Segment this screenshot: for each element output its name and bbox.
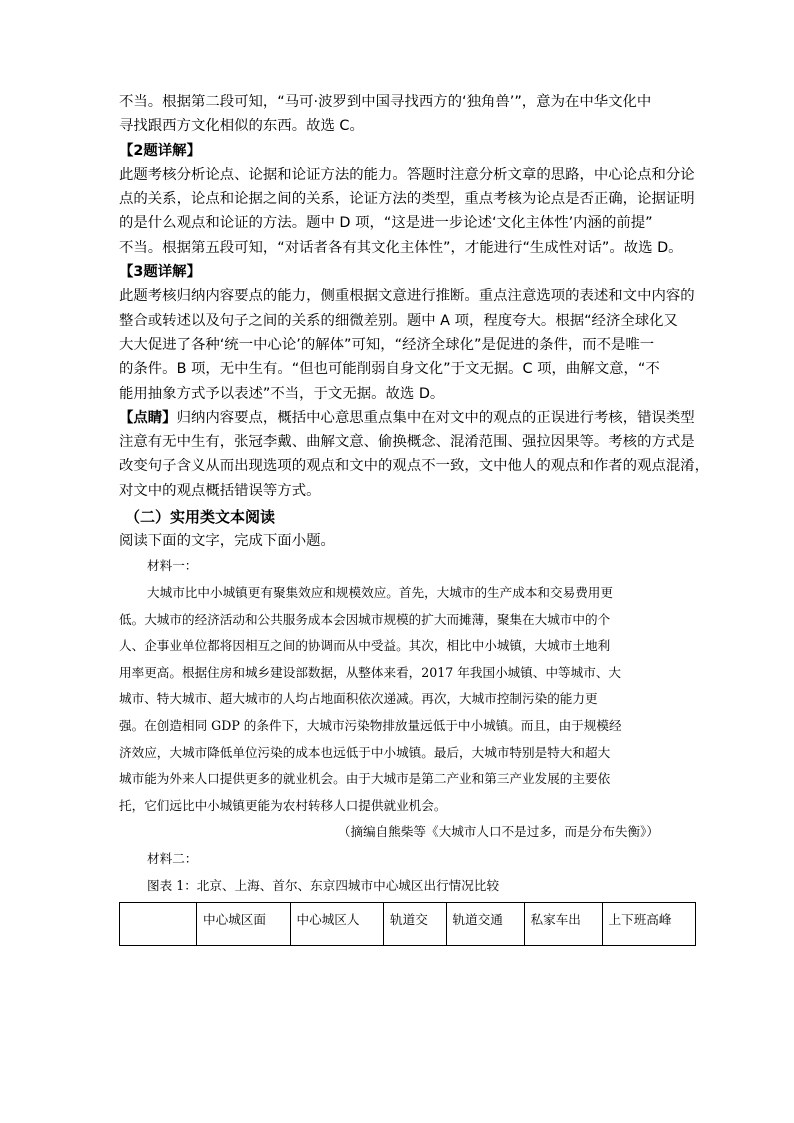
tip-text: 归纳内容要点，概括中心意思重点集中在对文中的观点的正误进行考核，错误类型 (176, 409, 695, 426)
material-line: 济效应，大城市降低单位污染的成本也远低于中小城镇。最后，大城市特别是特大和超大 (119, 744, 611, 760)
text-line: 的条件。B 项，无中生有。“但也可能削弱自身文化”于文无据。C 项，曲解文意，“不 (119, 361, 660, 378)
text-line: 此题考核分析论点、论据和论证方法的能力。答题时注意分析文章的思路，中心论点和分论 (119, 166, 695, 183)
table-caption: 图表 1：北京、上海、首尔、东京四城市中心城区出行情况比较 (147, 878, 500, 894)
material-line: 强。在创造相同 GDP 的条件下，大城市污染物排放量远低于中小城镇。而且，由于规模经 (119, 717, 622, 733)
table-header-cell: 上下班高峰 (602, 903, 696, 946)
text-line: 的是什么观点和论证的方法。题中 D 项，“这是进一步论述‘文化主体性’内涵的前提” (119, 215, 653, 232)
material-label: 材料二： (147, 850, 198, 866)
text-line: 注意有无中生有，张冠李戴、曲解文意、偷换概念、混淆范围、强拉因果等。考核的方式是 (119, 434, 695, 451)
text-line: 能用抽象方式予以表述”不当，于文无据。故选 D。 (119, 385, 445, 402)
material-line: 人、企事业单位都将因相互之间的协调而从中受益。其次，相比中小城镇，大城市土地利 (119, 638, 611, 654)
question-header: 【3题详解】 (119, 264, 201, 281)
material-line: 大城市比中小城镇更有聚集效应和规模效应。首先，大城市的生产成本和交易费用更 (147, 584, 613, 600)
table-header-cell: 私家车出 (524, 903, 602, 946)
text-line: 点的关系，论点和论据之间的关系，论证方法的类型，重点考核为论点是否正确，论据证明 (119, 191, 695, 208)
comparison-table (119, 902, 696, 946)
text-line: 大大促进了各种‘统一中心论’的解体”可知，“经济全球化”是促进的条件，而不是唯一 (119, 336, 655, 353)
material-line: 城市能为外来人口提供更多的就业机会。由于大城市是第二产业和第三产业发展的主要依 (119, 771, 611, 787)
instruction-text: 阅读下面的文字，完成下面小题。 (119, 533, 335, 550)
text-line: 不当。根据第五段可知，“对话者各有其文化主体性”，才能进行“生成性对话”。故选 D。 (119, 239, 683, 256)
text-line: 对文中的观点概括错误等方式。 (119, 482, 321, 499)
material-one (119, 553, 679, 872)
table-header-row (120, 903, 696, 946)
table-header-cell: 中心城区面 (197, 903, 291, 946)
material-label: 材料一： (147, 558, 198, 574)
answer-explanation (119, 90, 710, 503)
text-line: 改变句子含义从而出现选项的观点和文中的观点不一致，文中他人的观点和作者的观点混淆， (119, 458, 710, 475)
section-title: （二）实用类文本阅读 (125, 508, 276, 527)
material-line: 城市、特大城市、超大城市的人均占地面积依次递减。再次，大城市控制污染的能力更 (119, 691, 598, 707)
table-header-cell: 轨道交通 (446, 903, 524, 946)
tip-header: 【点睛】 (119, 409, 177, 426)
material-line: 用率更高。根据住房和城乡建设部数据，从整体来看，2017 年我国小城镇、中等城市、大 (119, 664, 622, 680)
table-header-cell (120, 903, 197, 946)
page-content (119, 90, 710, 946)
section-instruction (119, 529, 679, 553)
text-line: 整合或转述以及句子之间的关系的细微差别。题中 A 项，程度夸大。根据“经济全球化又 (119, 312, 678, 329)
question-header: 【2题详解】 (119, 142, 201, 159)
text-line: 寻找跟西方文化相似的东西。故选 C。 (119, 118, 364, 135)
table-header-cell: 中心城区人 (290, 903, 384, 946)
material-line: 低。大城市的经济活动和公共服务成本会因城市规模的扩大而摊薄，聚集在大城市中的个 (119, 611, 611, 627)
text-line: 不当。根据第二段可知，“马可·波罗到中国寻找西方的‘独角兽’”，意为在中华文化中 (119, 94, 652, 110)
table-header-cell: 轨道交 (384, 903, 447, 946)
material-source: （摘编自熊柴等《大城市人口不是过多，而是分布失衡》） (337, 824, 659, 840)
text-line (119, 406, 695, 430)
material-line: 托，它们远比中小城镇更能为农村转移人口提供就业机会。 (119, 797, 447, 813)
text-line: 此题考核归纳内容要点的能力，侧重根据文意进行推断。重点注意选项的表述和文中内容的 (119, 288, 695, 305)
